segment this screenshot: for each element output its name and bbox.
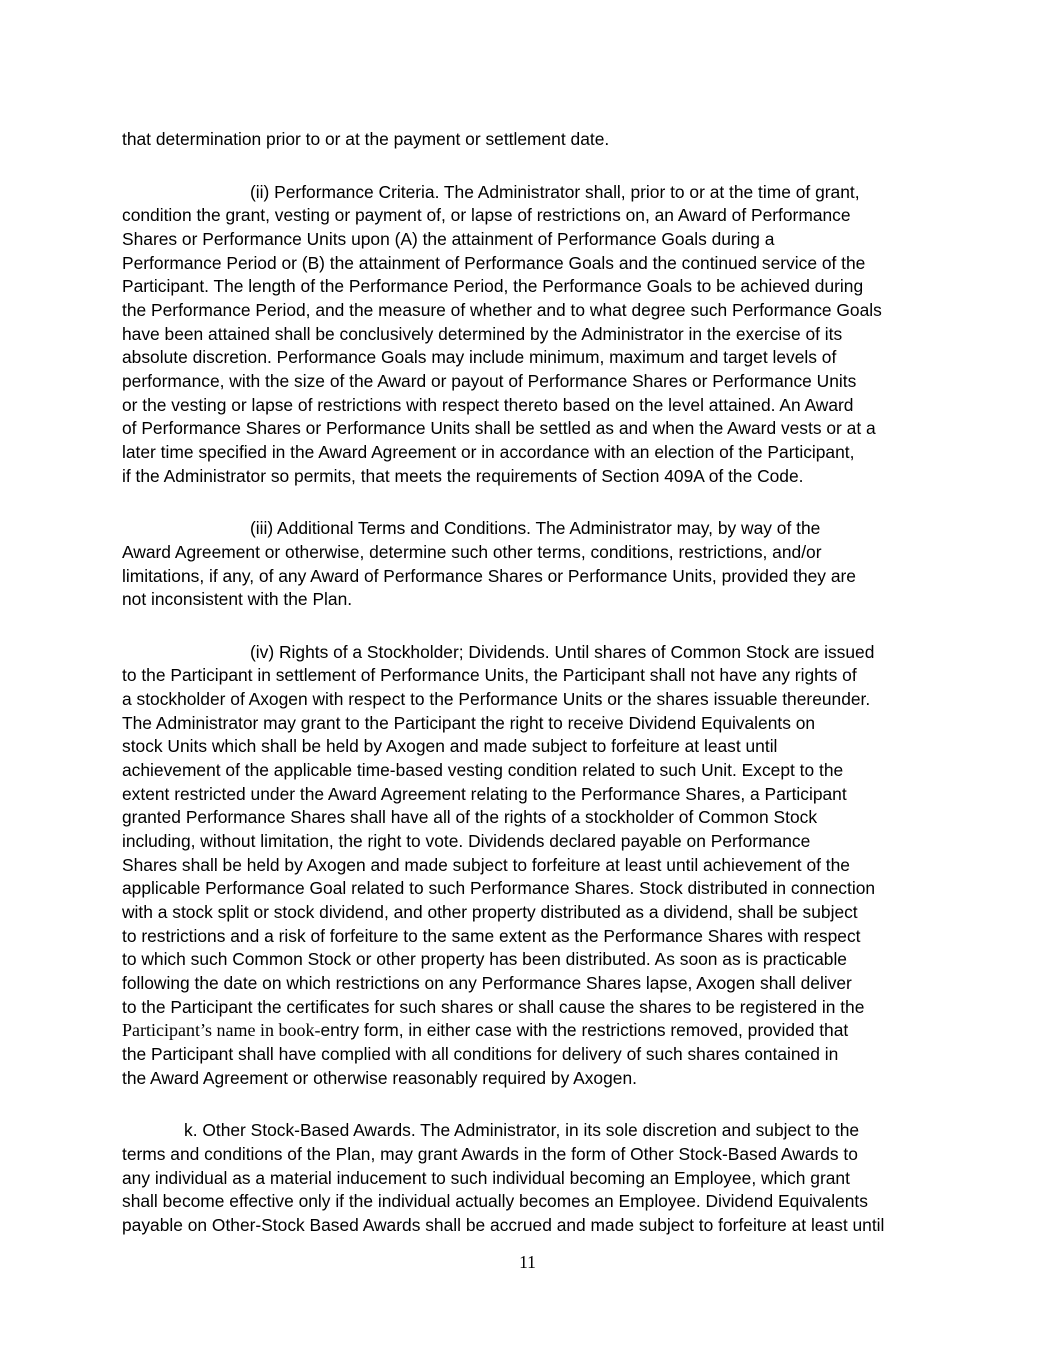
text-line: extent restricted under the Award Agreement relating to the Performance Shares, a Participant (122, 783, 847, 804)
text-line: stock Units which shall be held by Axogen and made subject to forfeiture at least until (122, 736, 778, 757)
text-line-mixed-font (122, 1019, 940, 1043)
text-line: the Award Agreement or otherwise reasonably required by Axogen. (122, 1067, 637, 1088)
text-line: if the Administrator so permits, that meets the requirements of Section 409A of the Code. (122, 465, 804, 486)
text-line: (ii) Performance Criteria. The Administrator shall, prior to or at the time of grant, (250, 181, 860, 202)
text-line: absolute discretion. Performance Goals may include minimum, maximum and target levels of (122, 347, 837, 368)
text-line: performance, with the size of the Award or payout of Performance Shares or Performance Units (122, 370, 857, 391)
text-line: any individual as a material inducement to such individual becoming an Employee, which grant (122, 1167, 850, 1188)
text-line: with a stock split or stock dividend, and other property distributed as a dividend, shall be subject (122, 902, 858, 923)
paragraph-continuation (122, 128, 940, 152)
text-line: The Administrator may grant to the Participant the right to receive Dividend Equivalents on (122, 712, 816, 733)
text-line: or the vesting or lapse of restrictions with respect thereto based on the level attained. An Award (122, 394, 854, 415)
text-line: the Participant shall have complied with all conditions for delivery of such shares contained in (122, 1043, 839, 1064)
page-number: 11 (519, 1252, 536, 1272)
text-line: including, without limitation, the right to vote. Dividends declared payable on Performance (122, 831, 811, 852)
document-body (122, 128, 940, 1267)
text-line: condition the grant, vesting or payment of, or lapse of restrictions on, an Award of Performance (122, 205, 851, 226)
text-line: Participant. The length of the Performance Period, the Performance Goals to be achieved during (122, 276, 864, 297)
paragraph-k-other-stock-based-awards (122, 1119, 940, 1237)
text-line: to restrictions and a risk of forfeiture to the same extent as the Performance Shares with respect (122, 925, 861, 946)
text-line: applicable Performance Goal related to such Performance Shares. Stock distributed in connection (122, 878, 876, 899)
text-line: Shares or Performance Units upon (A) the attainment of Performance Goals during a (122, 228, 775, 249)
text-line: that determination prior to or at the payment or settlement date. (122, 129, 610, 149)
text-line: granted Performance Shares shall have all of the rights of a stockholder of Common Stock (122, 807, 818, 828)
paragraph-iii-additional-terms (122, 517, 940, 612)
text-line: of Performance Shares or Performance Units shall be settled as and when the Award vests or at a (122, 418, 876, 439)
text-line: to the Participant in settlement of Performance Units, the Participant shall not have any rights of (122, 665, 857, 686)
text-line: payable on Other-Stock Based Awards shall be accrued and made subject to forfeiture at least until (122, 1214, 885, 1235)
text-line: have been attained shall be conclusively determined by the Administrator in the exercise of its (122, 323, 843, 344)
text-line: Performance Period or (B) the attainment of Performance Goals and the continued service of the (122, 252, 866, 273)
text-line: (iii) Additional Terms and Conditions. The Administrator may, by way of the (250, 518, 821, 539)
paragraph-iv-rights-of-stockholder (122, 641, 940, 1090)
text-line: to the Participant the certificates for such shares or shall cause the shares to be registered in the (122, 996, 865, 1017)
text-line: the Performance Period, and the measure of whether and to what degree such Performance Goals (122, 299, 882, 320)
text-line: limitations, if any, of any Award of Performance Shares or Performance Units, provided they are (122, 565, 856, 586)
text-line: a stockholder of Axogen with respect to the Performance Units or the shares issuable thereunder. (122, 689, 871, 710)
text-line: Award Agreement or otherwise, determine such other terms, conditions, restrictions, and/or (122, 541, 822, 562)
text-line: shall become effective only if the individual actually becomes an Employee. Dividend Equivalents (122, 1191, 868, 1212)
serif-text-segment: Participant’s name in book- (122, 1020, 321, 1041)
text-line: to which such Common Stock or other property has been distributed. As soon as is practicable (122, 949, 847, 970)
text-line: k. Other Stock-Based Awards. The Administrator, in its sole discretion and subject to the (184, 1120, 860, 1141)
text-line: not inconsistent with the Plan. (122, 589, 353, 610)
text-line: (iv) Rights of a Stockholder; Dividends. Until shares of Common Stock are issued (250, 641, 875, 662)
paragraph-ii-performance-criteria (122, 181, 940, 489)
text-line: achievement of the applicable time-based vesting condition related to such Unit. Except to the (122, 760, 844, 781)
text-line: terms and conditions of the Plan, may grant Awards in the form of Other Stock-Based Awards to (122, 1143, 858, 1164)
sans-text-segment: entry form, in either case with the restrictions removed, provided that (320, 1020, 849, 1041)
text-line: later time specified in the Award Agreement or in accordance with an election of the Participant, (122, 441, 855, 462)
text-line: following the date on which restrictions on any Performance Shares lapse, Axogen shall deliver (122, 973, 852, 993)
text-line: Shares shall be held by Axogen and made subject to forfeiture at least until achievement of the (122, 854, 850, 875)
